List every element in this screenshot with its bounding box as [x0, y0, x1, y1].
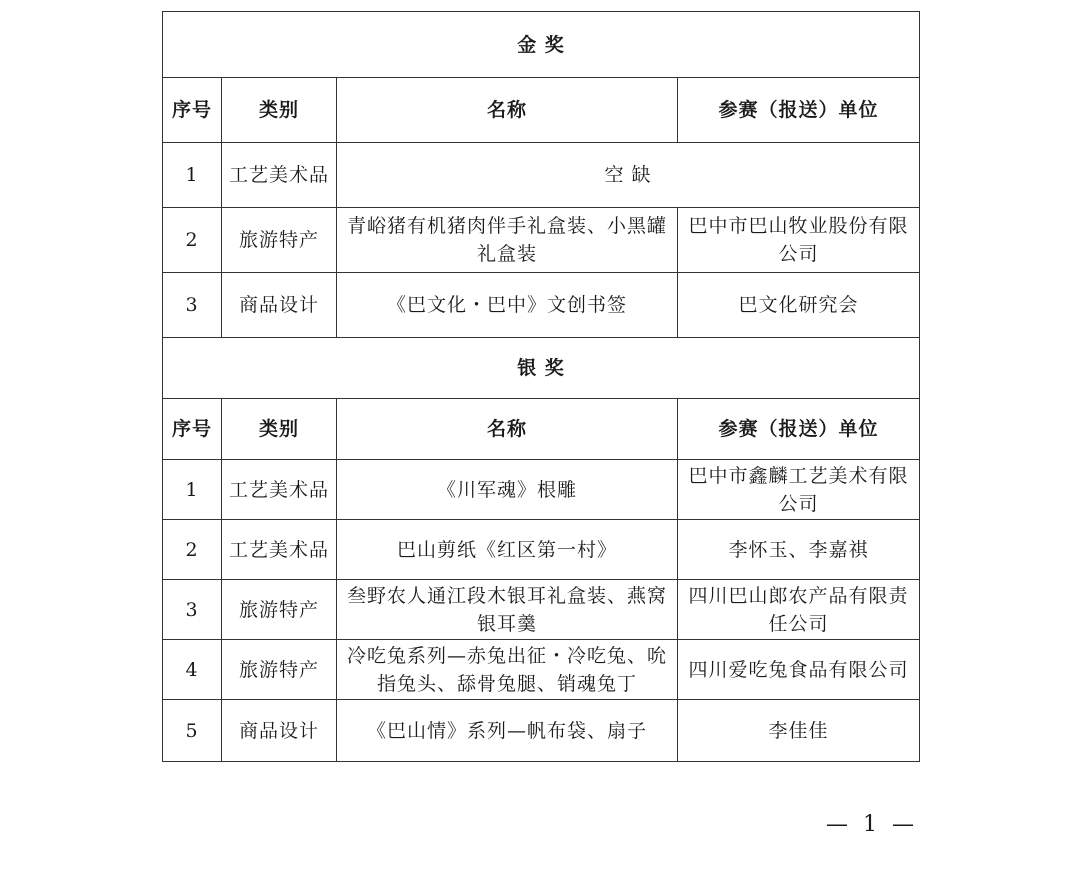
gold-header-name: 名称 — [337, 78, 678, 143]
row-unit: 巴中市鑫麟工艺美术有限公司 — [678, 460, 920, 520]
silver-header-name: 名称 — [337, 399, 678, 460]
table-row — [163, 580, 920, 640]
silver-header-index: 序号 — [163, 399, 222, 460]
row-name: 青峪猪有机猪肉伴手礼盒装、小黑罐礼盒装 — [337, 208, 678, 273]
row-category: 旅游特产 — [222, 208, 337, 273]
row-index: 3 — [163, 273, 222, 338]
row-name: 《巴山情》系列—帆布袋、扇子 — [337, 700, 678, 762]
page-number: — 1 — — [826, 812, 918, 837]
row-name: 冷吃兔系列—赤兔出征・冷吃兔、吮指兔头、舔骨兔腿、销魂兔丁 — [337, 640, 678, 700]
gold-header-index: 序号 — [163, 78, 222, 143]
silver-header-category: 类别 — [222, 399, 337, 460]
row-unit: 李怀玉、李嘉祺 — [678, 520, 920, 580]
row-index: 2 — [163, 208, 222, 273]
table-row — [163, 143, 920, 208]
row-index: 5 — [163, 700, 222, 762]
row-name: 《巴文化・巴中》文创书签 — [337, 273, 678, 338]
row-category: 工艺美术品 — [222, 460, 337, 520]
gold-award-title: 金 奖 — [163, 12, 920, 78]
row-category: 商品设计 — [222, 700, 337, 762]
table-row — [163, 273, 920, 338]
awards-table — [162, 11, 920, 762]
row-unit: 四川爱吃兔食品有限公司 — [678, 640, 920, 700]
silver-header-unit: 参赛（报送）单位 — [678, 399, 920, 460]
row-unit: 巴文化研究会 — [678, 273, 920, 338]
row-index: 1 — [163, 143, 222, 208]
row-unit: 四川巴山郎农产品有限责任公司 — [678, 580, 920, 640]
row-name: 叁野农人通江段木银耳礼盒装、燕窝银耳羹 — [337, 580, 678, 640]
row-index: 4 — [163, 640, 222, 700]
row-name-vacant: 空 缺 — [337, 143, 920, 208]
row-index: 1 — [163, 460, 222, 520]
row-unit: 李佳佳 — [678, 700, 920, 762]
table-row — [163, 208, 920, 273]
row-index: 2 — [163, 520, 222, 580]
row-category: 工艺美术品 — [222, 520, 337, 580]
row-name: 巴山剪纸《红区第一村》 — [337, 520, 678, 580]
row-category: 旅游特产 — [222, 580, 337, 640]
silver-title-row — [163, 338, 920, 399]
table-row — [163, 520, 920, 580]
gold-header-row — [163, 78, 920, 143]
gold-header-unit: 参赛（报送）单位 — [678, 78, 920, 143]
gold-header-category: 类别 — [222, 78, 337, 143]
table-row — [163, 700, 920, 762]
table-row — [163, 640, 920, 700]
silver-award-title: 银 奖 — [163, 338, 920, 399]
row-category: 旅游特产 — [222, 640, 337, 700]
row-unit: 巴中市巴山牧业股份有限公司 — [678, 208, 920, 273]
row-category: 商品设计 — [222, 273, 337, 338]
silver-header-row — [163, 399, 920, 460]
row-category: 工艺美术品 — [222, 143, 337, 208]
table-row — [163, 460, 920, 520]
row-index: 3 — [163, 580, 222, 640]
gold-title-row — [163, 12, 920, 78]
row-name: 《川军魂》根雕 — [337, 460, 678, 520]
